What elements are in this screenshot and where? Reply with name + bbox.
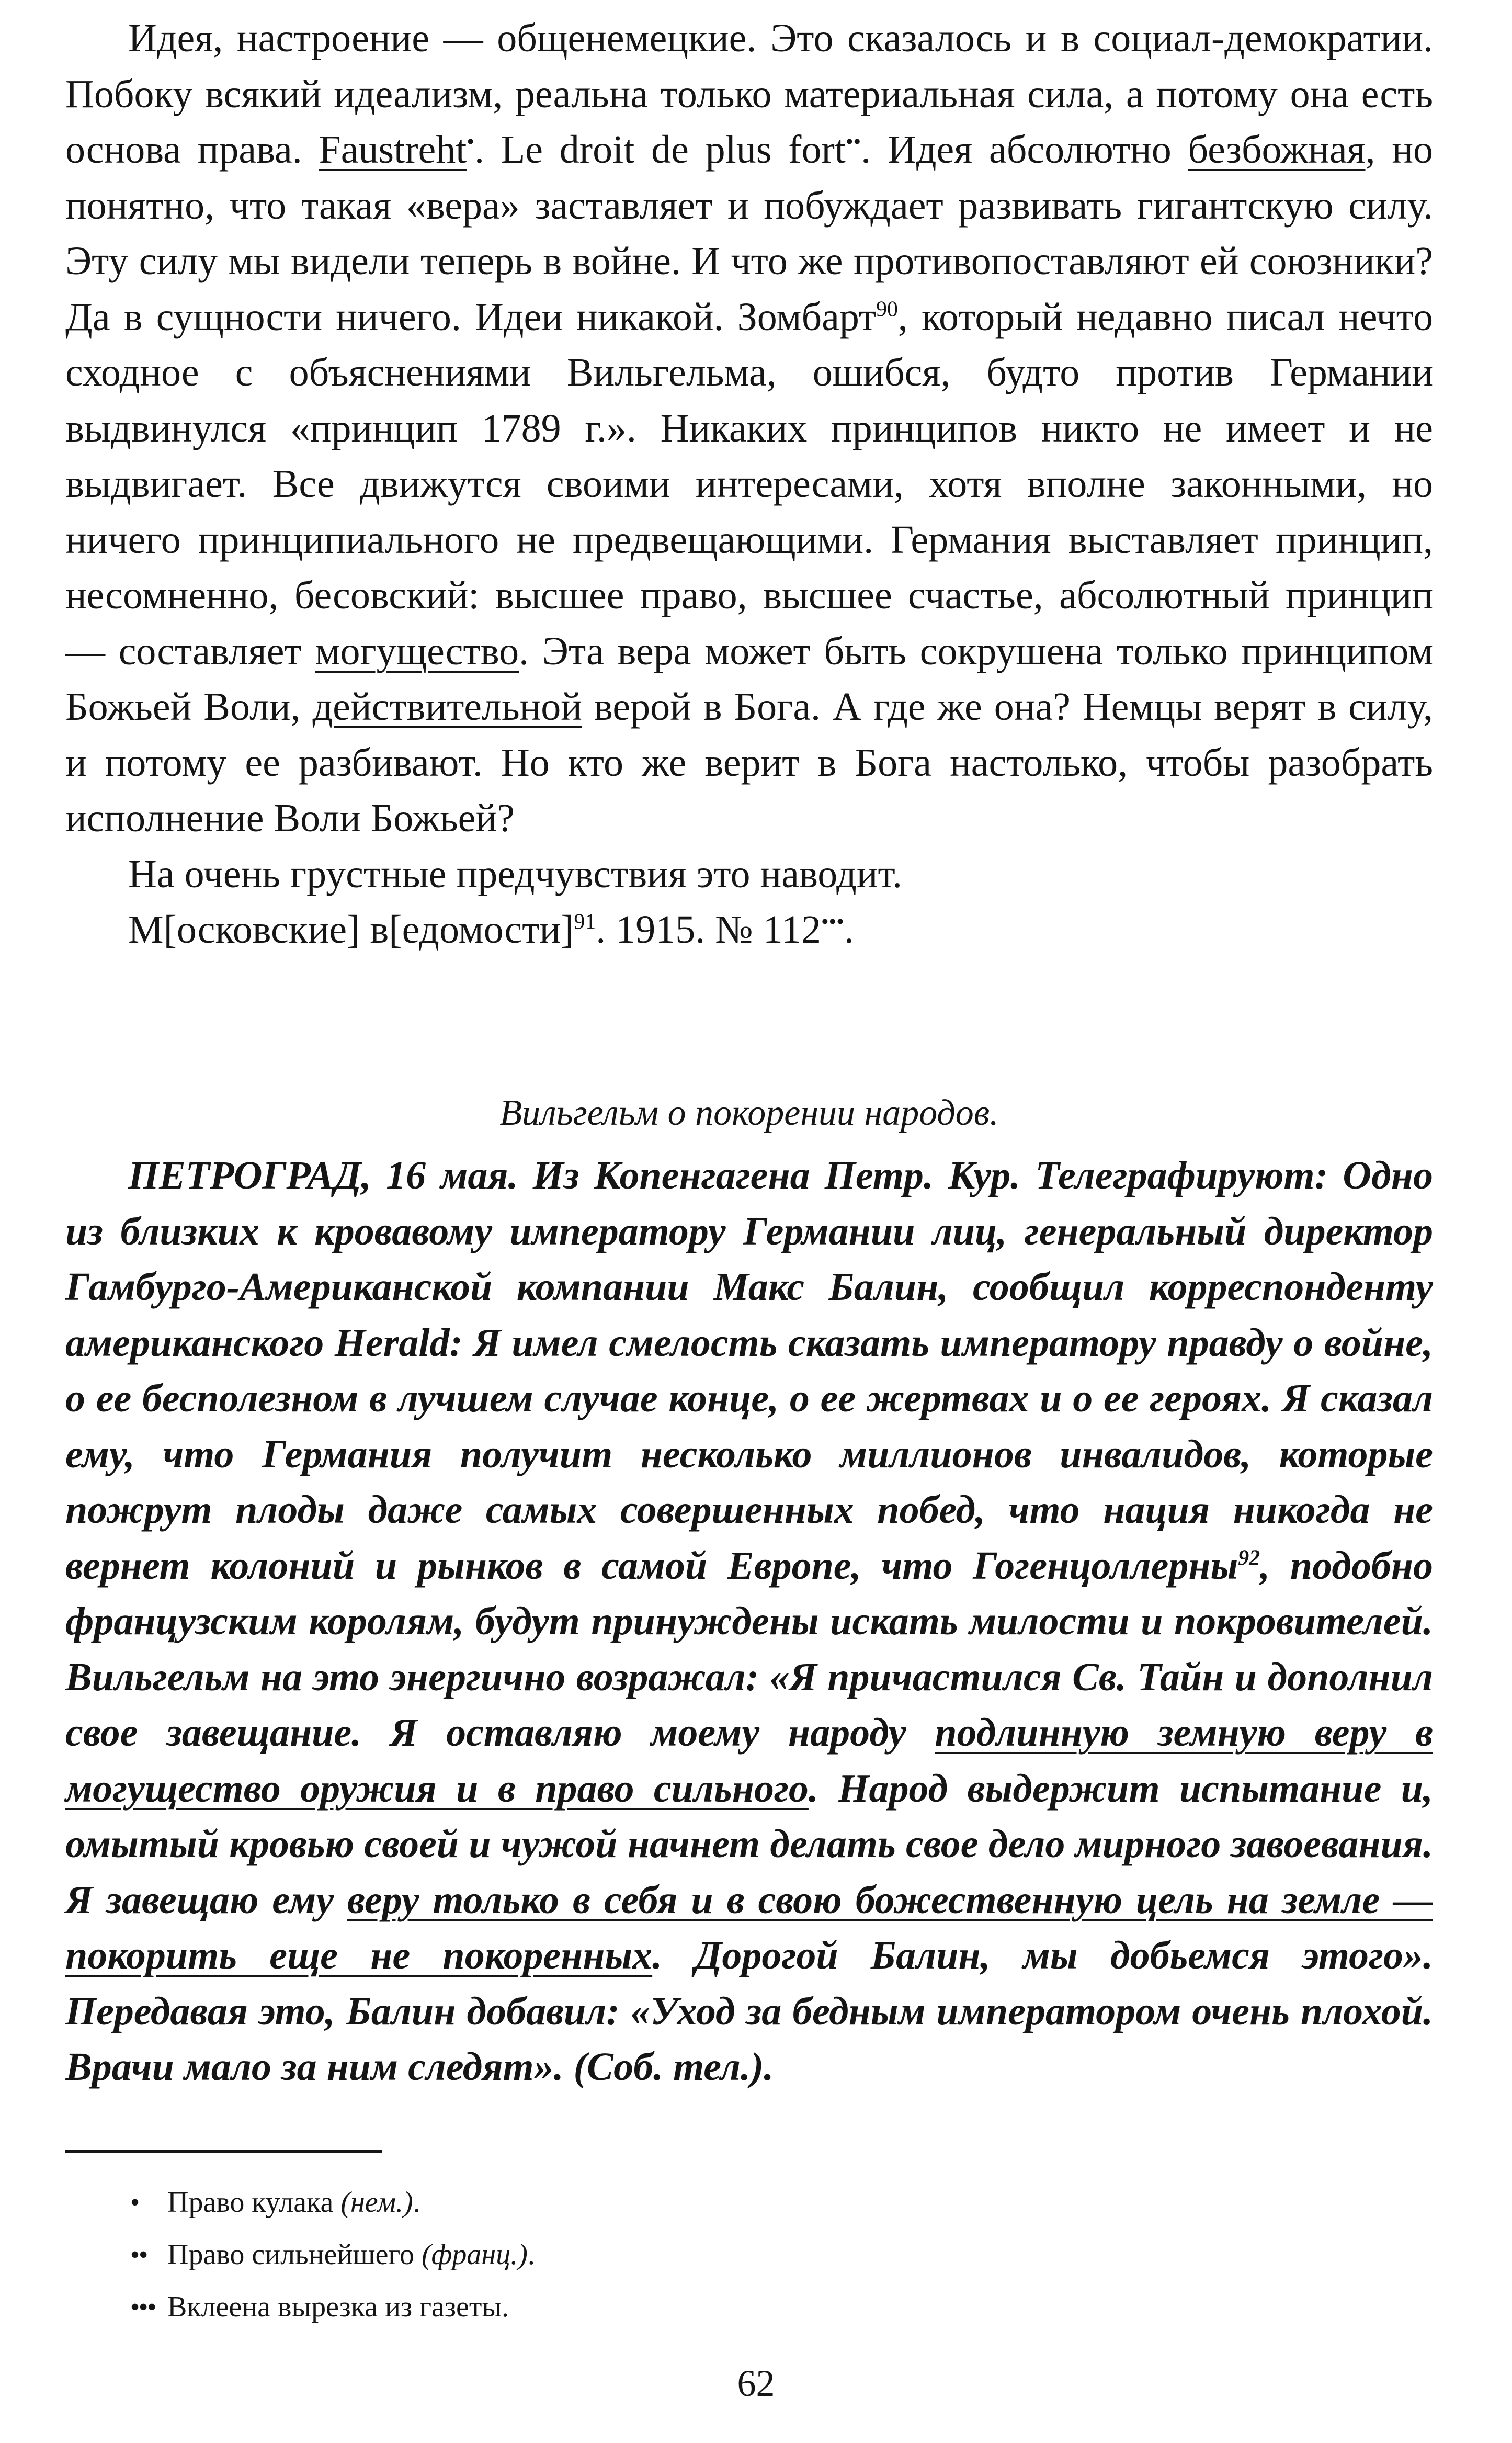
paragraph-source: М[осковские] в[едомости]$^{91}$. 1915. № 112•••. <box>128 908 854 952</box>
footnote-1: • Право кулака (нем.). <box>131 2186 420 2219</box>
underlined-phrase-2: веру только в себя и в свою божественную цель на земле — покорить еще не покоренных <box>65 1878 1433 1977</box>
footnote-ref-91: 91 <box>574 910 596 934</box>
main-text <box>65 10 1433 958</box>
page-number: 62 <box>737 2362 775 2404</box>
footnotes <box>131 2176 535 2333</box>
footnote-ref-92: 92 <box>1238 1546 1260 1570</box>
underlined-bezbozhnaya: безбожная <box>1188 128 1366 172</box>
footnote-ref-3: ••• <box>821 910 844 934</box>
clipping-heading: Вильгельм о покорении народов. <box>499 1093 999 1133</box>
underlined-deistvitelnoi: действительной <box>312 685 582 729</box>
underlined-phrase-1: подлинную земную веру в могущество оружия и в право сильного <box>65 1711 1434 1811</box>
footnote-divider <box>65 2150 382 2153</box>
footnote-3: ••• Вклеена вырезка из газеты. <box>131 2291 509 2323</box>
paragraph-premonitions: На очень грустные предчувствия это наводит. <box>128 852 902 896</box>
newspaper-clipping: ПЕТРОГРАД, 16 мая. Из Копенгагена Петр. Кур. Телеграфируют: Одно из близких к кровавому императору Германии лиц, генеральный директор Гамбурго-Американской компании Макс Балин, сообщил корреспонденту американского Herald: Я имел смелость сказать императору правду о войне, о ее бесполезном в лучшем случае конце, о ее жертвах и о ее героях. Я сказал ему, что Германия получит несколько миллионов инвалидов, которые пожрут плоды даже самых совершенных побед, что нация никогда не вернет колоний и рынков в самой Европе, что Гогенцоллерны$^{92}$, подобно французским королям, будут принуждены искать милости и покровителей. Вильгельм на это энергично возражал: «Я причастился Св. Тайн и дополнил свое завещание. Я оставляю моему народу подлинную земную веру в могущество оружия и в право сильного. Народ выдержит испытание и, омытый кровью своей и чужой начнет делать свое дело мирного завоевания. Я завещаю ему веру только в себя и в свою божественную цель на земле — покорить еще не покоренных. Дорогой Балин, мы добьемся этого». Передавая это, Балин добавил: «Уход за бедным императором очень плохой. Врачи мало за ним следят». (Соб. тел.). <box>65 1153 1434 2089</box>
footnote-ref-2: •• <box>845 130 861 154</box>
footnote-ref-90: 90 <box>876 297 898 322</box>
faustrecht-word: Faustreht <box>319 128 467 172</box>
footnote-2: •• Право сильнейшего (франц.). <box>131 2238 535 2271</box>
footnote-ref-1: • <box>467 130 475 154</box>
paragraph-main: Идея, настроение — общенемецкие. Это сказалось и в социал-демократии. Побоку всякий идеализм, реальна только материальная сила, а потому она есть основа права. Faustreht•. Le droit de plus fort••. Идея абсолютно безбожная, но понятно, что такая «вера» заставляет и побуждает развивать гигантскую силу. Эту силу мы видели теперь в войне. И что же противопоставляют ей союзники? Да в сущности ничего. Идеи никакой. Зомбарт$^{90}$, который недавно писал нечто сходное с объяснениями Вильгельма, ошибся, будто против Германии выдвинулся «принцип 1789 г.». Никаких принципов никто не имеет и не выдвигает. Все движутся своими интересами, хотя вполне законными, но ничего принципиального не предвещающими. Германия выставляет принцип, несомненно, бесовский: высшее право, высшее счастье, абсолютный принцип — составляет могущество. Эта вера может быть сокрушена только принципом Божьей Воли, действительной верой в Бога. А где же она? Немцы верят в силу, и потому ее разбивают. Но кто же верит в Бога настолько, чтобы разобрать исполнение Воли Божьей? <box>65 16 1434 840</box>
underlined-mogushchestvo: могущество <box>315 629 519 673</box>
